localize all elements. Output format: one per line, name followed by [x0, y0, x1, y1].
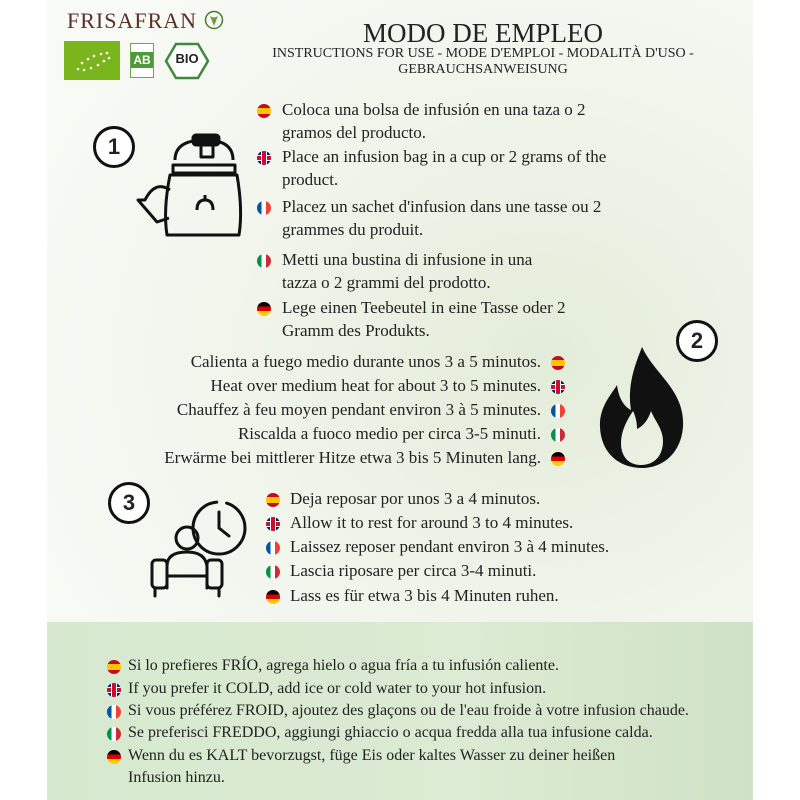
instruction-text: Heat over medium heat for about 3 to 5 minutes.	[210, 376, 541, 395]
bio-logo: BIO	[164, 41, 210, 81]
flag-fr-icon	[551, 404, 565, 418]
instruction-text: Riscalda a fuoco medio per circa 3-5 minuti.	[237, 424, 541, 443]
instruction-text: Gramm des Produkts.	[282, 321, 430, 340]
instruction-text: grammes du produit.	[282, 220, 424, 239]
kettle-icon	[135, 130, 245, 242]
flag-it-icon	[257, 254, 271, 268]
flag-es-icon	[107, 660, 121, 674]
flag-es-icon	[266, 493, 280, 507]
instruction-text: Deja reposar por unos 3 a 4 minutos.	[290, 489, 541, 508]
page-title: MODO DE EMPLEO	[363, 18, 603, 48]
flag-de-icon	[266, 590, 280, 604]
instruction-text: Si vous préférez FROID, ajoutez des glaçons ou de l'eau froide à votre infusion chaude.	[128, 702, 689, 719]
step-2-number: 2	[676, 320, 718, 362]
flag-fr-icon	[107, 705, 121, 719]
instruction-text: Laissez reposer pendant environ 3 à 4 minutes.	[290, 537, 610, 556]
instruction-text: If you prefer it COLD, add ice or cold water to your hot infusion.	[128, 680, 547, 697]
flag-fr-icon	[266, 541, 280, 555]
instruction-text: Wenn du es KALT bevorzugst, füge Eis oder kaltes Wasser zu deiner heißen	[128, 747, 616, 764]
step-3-number: 3	[108, 482, 150, 524]
flag-it-icon	[266, 565, 280, 579]
flag-it-icon	[551, 428, 565, 442]
instruction-text: Placez un sachet d'infusion dans une tasse ou 2	[282, 197, 602, 216]
flag-de-icon	[551, 452, 565, 466]
flag-de-icon	[107, 750, 121, 764]
flame-icon	[597, 345, 687, 470]
flag-gb-icon	[266, 517, 280, 531]
ab-logo: AB	[130, 43, 154, 78]
flag-gb-icon	[257, 151, 271, 165]
instruction-text: Se preferisci FREDDO, aggiungi ghiaccio o acqua fredda alla tua infusione calda.	[128, 724, 653, 741]
instruction-text: Lege einen Teebeutel in eine Tasse oder 2	[282, 298, 566, 317]
saffron-flower-icon	[204, 10, 224, 30]
instruction-text: Erwärme bei mittlerer Hitze etwa 3 bis 5 Minuten lang.	[164, 448, 541, 467]
instruction-text: gramos del producto.	[282, 123, 426, 142]
flag-it-icon	[107, 727, 121, 741]
instruction-text: Lass es für etwa 3 bis 4 Minuten ruhen.	[290, 586, 559, 605]
flag-de-icon	[257, 302, 271, 316]
instruction-text: tazza o 2 grammi del prodotto.	[282, 273, 491, 292]
page-subtitle: INSTRUCTIONS FOR USE - MODE D'EMPLOI - MODALITÀ D'USO - GEBRAUCHSANWEISUNG	[272, 46, 694, 77]
instruction-text: Calienta a fuego medio durante unos 3 a 5 minutos.	[190, 352, 541, 371]
flag-gb-icon	[551, 380, 565, 394]
instruction-text: Lascia riposare per circa 3-4 minuti.	[290, 561, 537, 580]
step-1-number: 1	[93, 126, 135, 168]
instruction-text: Metti una bustina di infusione in una	[282, 250, 533, 269]
brand-logo: FRISAFRAN	[67, 8, 224, 34]
instruction-text: Coloca una bolsa de infusión en una taza o 2	[282, 100, 586, 119]
instruction-text: Infusion hinzu.	[128, 769, 225, 786]
flag-es-icon	[551, 356, 565, 370]
instructions-card	[47, 0, 753, 800]
eu-organic-logo	[64, 41, 120, 80]
instruction-text: Chauffez à feu moyen pendant environ 3 à 5 minutes.	[176, 400, 541, 419]
flag-fr-icon	[257, 201, 271, 215]
instruction-text: Si lo prefieres FRÍO, agrega hielo o agua fría a tu infusión caliente.	[128, 657, 559, 674]
flag-es-icon	[257, 104, 271, 118]
instruction-text: Place an infusion bag in a cup or 2 grams of the	[282, 147, 607, 166]
instruction-text: Allow it to rest for around 3 to 4 minutes.	[290, 513, 574, 532]
flag-gb-icon	[107, 683, 121, 697]
person-clock-icon	[147, 498, 249, 600]
instruction-text: product.	[282, 170, 339, 189]
